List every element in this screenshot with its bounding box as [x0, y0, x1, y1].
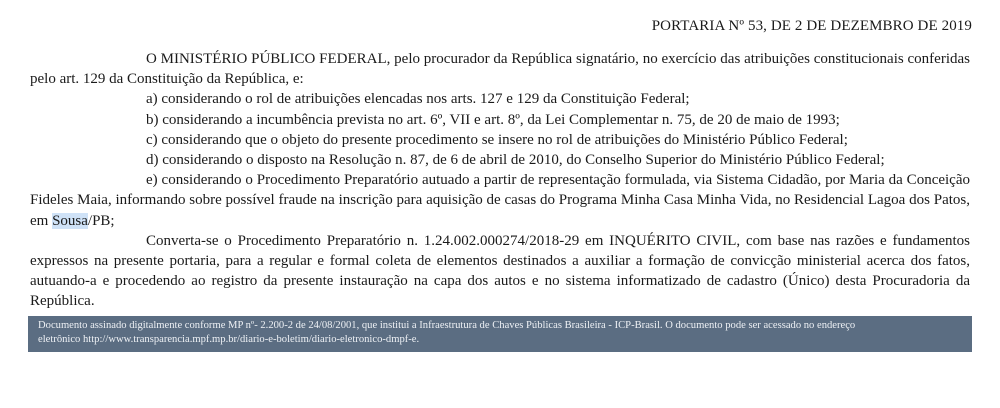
conversion-paragraph: Converta-se o Procedimento Preparatório n. 1.24.002.000274/2018-29 em INQUÉRITO CIVIL, com base nas razões e fundamentos expressos na presente portaria, para a regular e formal coleta de elementos destinados a auxiliar a formação de convicção ministerial acerca dos fatos, autuando-a e procedendo ao registro da presente instauração na capa dos autos e no sistema informatizado de cadastro (Único) desta Procuradoria da República.: [30, 232, 970, 310]
item-c: c) considerando que o objeto do presente procedimento se insere no rol de atribuições do Ministério Público Federal;: [146, 131, 848, 148]
item-b: b) considerando a incumbência prevista no art. 6º, VII e art. 8º, da Lei Complementar n. 75, de 20 de maio de 1993;: [146, 111, 840, 128]
footer-line-1: Documento assinado digitalmente conforme MP nº- 2.200-2 de 24/08/2001, que institui a Infraestrutura de Chaves Públicas Brasileira - ICP-Brasil. O documento pode ser acessado no endereço: [38, 320, 856, 331]
footer-line-2: eletrônico http://www.transparencia.mpf.mp.br/diario-e-boletim/diario-eletronico-dmpf-e.: [38, 334, 420, 345]
digital-signature-footer: [28, 316, 972, 352]
selected-text-highlight[interactable]: Sousa: [52, 212, 88, 229]
item-e-text: e) considerando o Procedimento Preparatório autuado a partir de representação formulada, via Sistema Cidadão, por Maria da Conceição Fideles Maia, informando sobre possível fraude na inscrição para aquisição de casas do Programa Minha Casa Minha Vida, no Residencial Lagoa dos Patos, em: [30, 172, 970, 229]
document-body: [30, 49, 970, 312]
item-a: a) considerando o rol de atribuições elencadas nos arts. 127 e 129 da Constituição Federal;: [146, 91, 690, 108]
intro-paragraph: O MINISTÉRIO PÚBLICO FEDERAL, pelo procurador da República signatário, no exercício das atribuições constitucionais conferidas pelo art. 129 da Constituição da República, e:: [30, 51, 970, 88]
item-e: [30, 170, 970, 231]
document-title: PORTARIA Nº 53, DE 2 DE DEZEMBRO DE 2019: [651, 18, 972, 34]
item-e-suffix: /PB;: [87, 212, 115, 229]
item-d: d) considerando o disposto na Resolução n. 87, de 6 de abril de 2010, do Conselho Superior do Ministério Público Federal;: [146, 152, 885, 169]
